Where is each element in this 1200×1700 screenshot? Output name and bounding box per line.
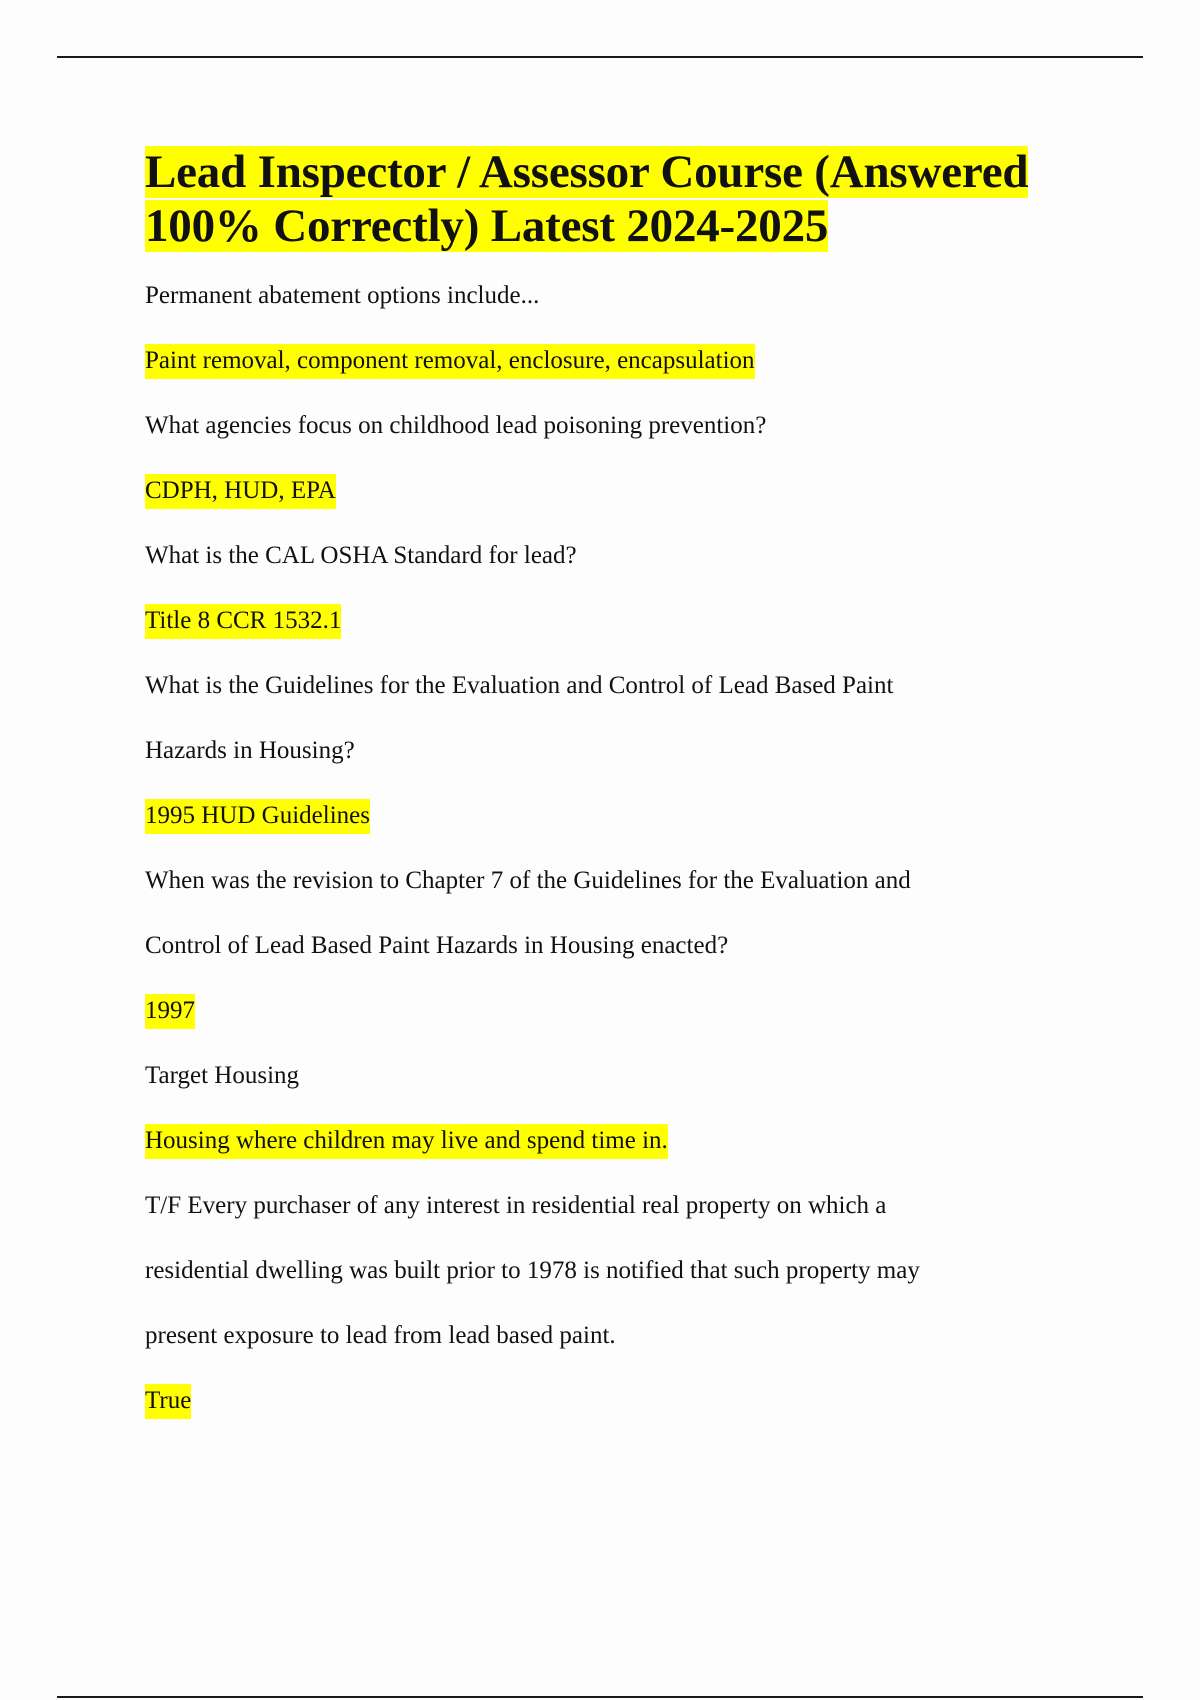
title-line-2: 100% Correctly) Latest 2024-2025 bbox=[145, 200, 829, 252]
question-4-line-2: Hazards in Housing? bbox=[145, 737, 355, 764]
bottom-divider bbox=[57, 1696, 1143, 1698]
question-4-line-1: What is the Guidelines for the Evaluation and Control of Lead Based Paint bbox=[145, 672, 894, 699]
question-1-line-1: Permanent abatement options include... bbox=[145, 282, 540, 309]
document-title bbox=[145, 145, 1085, 253]
question-7-continued-2 bbox=[145, 1303, 1085, 1368]
top-divider bbox=[57, 56, 1143, 58]
question-2 bbox=[145, 393, 1085, 458]
question-5 bbox=[145, 848, 1085, 913]
question-4-continued bbox=[145, 718, 1085, 783]
question-7-line-1: T/F Every purchaser of any interest in residential real property on which a bbox=[145, 1192, 887, 1219]
question-5-line-2: Control of Lead Based Paint Hazards in Housing enacted? bbox=[145, 932, 729, 959]
question-4 bbox=[145, 653, 1085, 718]
question-6 bbox=[145, 1043, 1085, 1108]
answer-5 bbox=[145, 978, 1085, 1043]
answer-4 bbox=[145, 783, 1085, 848]
qa-list bbox=[145, 263, 1085, 1433]
answer-2 bbox=[145, 458, 1085, 523]
question-3 bbox=[145, 523, 1085, 588]
question-5-continued bbox=[145, 913, 1085, 978]
question-7-line-2: residential dwelling was built prior to 1978 is notified that such property may bbox=[145, 1257, 920, 1284]
answer-4-text: 1995 HUD Guidelines bbox=[145, 799, 370, 834]
question-7-continued bbox=[145, 1238, 1085, 1303]
question-1 bbox=[145, 263, 1085, 328]
question-2-line-1: What agencies focus on childhood lead poisoning prevention? bbox=[145, 412, 767, 439]
question-7-line-3: present exposure to lead from lead based paint. bbox=[145, 1322, 616, 1349]
answer-3 bbox=[145, 588, 1085, 653]
answer-2-text: CDPH, HUD, EPA bbox=[145, 474, 336, 509]
answer-1 bbox=[145, 328, 1085, 393]
answer-3-text: Title 8 CCR 1532.1 bbox=[145, 604, 341, 639]
answer-6-text: Housing where children may live and spend time in. bbox=[145, 1124, 668, 1159]
question-5-line-1: When was the revision to Chapter 7 of the Guidelines for the Evaluation and bbox=[145, 867, 911, 894]
title-line-1: Lead Inspector / Assessor Course (Answered bbox=[145, 146, 1029, 198]
answer-6 bbox=[145, 1108, 1085, 1173]
answer-5-text: 1997 bbox=[145, 994, 195, 1029]
answer-7-text: True bbox=[145, 1384, 191, 1419]
document-body bbox=[145, 145, 1085, 1433]
answer-7 bbox=[145, 1368, 1085, 1433]
answer-1-text: Paint removal, component removal, enclosure, encapsulation bbox=[145, 344, 755, 379]
question-3-line-1: What is the CAL OSHA Standard for lead? bbox=[145, 542, 577, 569]
question-7 bbox=[145, 1173, 1085, 1238]
question-6-line-1: Target Housing bbox=[145, 1062, 300, 1089]
